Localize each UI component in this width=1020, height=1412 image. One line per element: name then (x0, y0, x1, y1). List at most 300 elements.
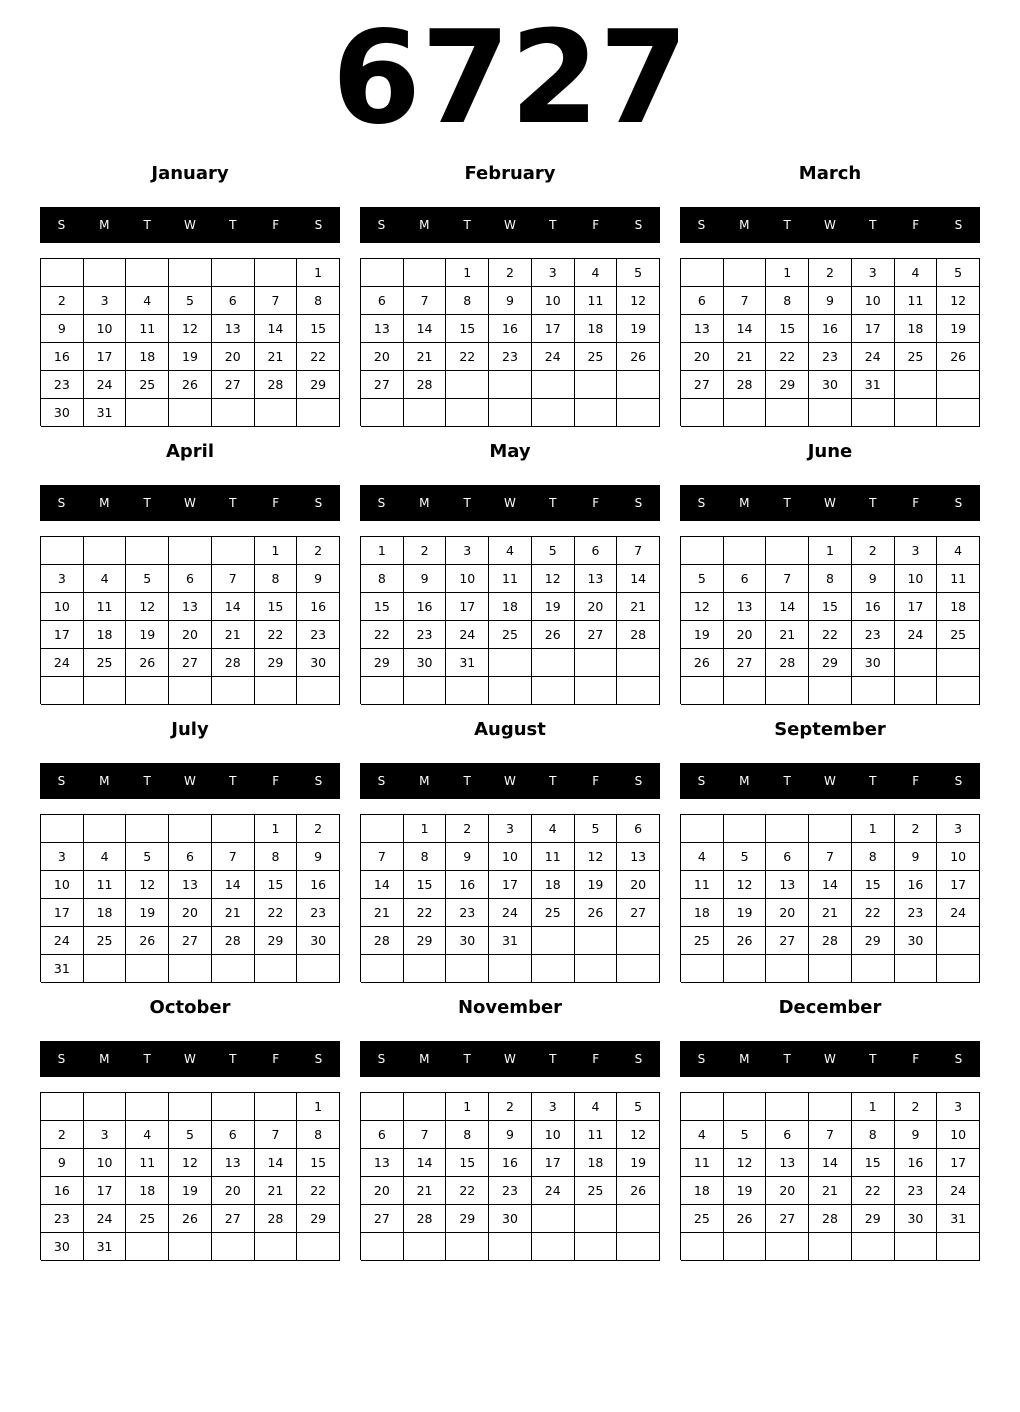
empty-cell (766, 1233, 809, 1261)
day-cell: 16 (297, 871, 340, 899)
day-grid (40, 814, 340, 982)
day-cell: 13 (169, 871, 212, 899)
weekday-label: T (869, 1052, 877, 1066)
day-cell: 16 (852, 593, 895, 621)
day-cell: 10 (41, 871, 84, 899)
day-cell: 4 (489, 537, 532, 565)
day-cell: 7 (404, 287, 447, 315)
day-cell: 28 (809, 927, 852, 955)
day-cell: 14 (766, 593, 809, 621)
day-cell: 9 (446, 843, 489, 871)
day-cell: 2 (852, 537, 895, 565)
day-cell: 7 (809, 1121, 852, 1149)
day-cell: 13 (724, 593, 767, 621)
day-cell: 10 (532, 287, 575, 315)
weekday-label: F (912, 218, 920, 232)
weekday-label: S (697, 774, 706, 788)
day-cell: 24 (852, 343, 895, 371)
day-cell: 5 (126, 843, 169, 871)
day-cell: 4 (126, 287, 169, 315)
empty-cell (575, 677, 618, 705)
day-cell: 2 (895, 815, 938, 843)
weekday-label: T (229, 1052, 237, 1066)
day-cell: 7 (809, 843, 852, 871)
month-name: July (171, 719, 209, 740)
empty-cell (489, 649, 532, 677)
day-cell: 2 (809, 259, 852, 287)
day-grid (40, 258, 340, 426)
day-cell: 22 (809, 621, 852, 649)
day-cell: 1 (255, 537, 298, 565)
month-september (680, 712, 980, 982)
weekday-label: S (954, 1052, 963, 1066)
day-cell: 25 (489, 621, 532, 649)
day-cell: 18 (126, 1177, 169, 1205)
empty-cell (361, 1093, 404, 1121)
day-cell: 15 (852, 1149, 895, 1177)
day-cell: 10 (532, 1121, 575, 1149)
day-cell: 16 (895, 871, 938, 899)
day-cell: 9 (489, 1121, 532, 1149)
day-cell: 1 (852, 815, 895, 843)
month-april (40, 434, 340, 704)
empty-cell (724, 399, 767, 427)
day-cell: 10 (937, 1121, 980, 1149)
empty-cell (575, 955, 618, 983)
day-cell: 16 (809, 315, 852, 343)
day-cell: 13 (212, 1149, 255, 1177)
empty-cell (852, 677, 895, 705)
day-cell: 9 (895, 1121, 938, 1149)
day-cell: 6 (724, 565, 767, 593)
day-cell: 22 (404, 899, 447, 927)
weekday-label: S (954, 218, 963, 232)
day-cell: 26 (937, 343, 980, 371)
day-cell: 4 (532, 815, 575, 843)
day-cell: 22 (852, 899, 895, 927)
day-cell: 4 (575, 1093, 618, 1121)
day-cell: 15 (361, 593, 404, 621)
day-cell: 31 (489, 927, 532, 955)
day-cell: 14 (404, 1149, 447, 1177)
day-cell: 3 (84, 1121, 127, 1149)
day-cell: 21 (361, 899, 404, 927)
weekday-label: T (463, 1052, 471, 1066)
empty-cell (766, 677, 809, 705)
empty-cell (617, 399, 660, 427)
day-cell: 28 (617, 621, 660, 649)
empty-cell (297, 1233, 340, 1261)
day-cell: 28 (724, 371, 767, 399)
day-cell: 6 (361, 287, 404, 315)
day-cell: 22 (297, 1177, 340, 1205)
day-cell: 31 (84, 399, 127, 427)
empty-cell (617, 677, 660, 705)
weekday-label: F (272, 774, 280, 788)
day-cell: 9 (895, 843, 938, 871)
weekday-label: T (549, 774, 557, 788)
weekday-label: S (954, 496, 963, 510)
day-cell: 12 (617, 1121, 660, 1149)
month-name: June (807, 441, 853, 462)
day-cell: 3 (937, 815, 980, 843)
day-cell: 8 (446, 1121, 489, 1149)
weekday-label: F (592, 774, 600, 788)
day-cell: 5 (724, 843, 767, 871)
month-october (40, 990, 340, 1260)
month-name: April (165, 441, 215, 462)
day-cell: 21 (724, 343, 767, 371)
empty-cell (532, 1205, 575, 1233)
day-cell: 25 (575, 343, 618, 371)
empty-cell (404, 259, 447, 287)
day-cell: 30 (297, 649, 340, 677)
weekday-label: T (549, 218, 557, 232)
month-name: November (457, 997, 563, 1018)
empty-cell (937, 371, 980, 399)
empty-cell (532, 371, 575, 399)
empty-cell (937, 927, 980, 955)
empty-cell (126, 1093, 169, 1121)
weekday-label: T (229, 774, 237, 788)
empty-cell (255, 1093, 298, 1121)
day-cell: 2 (489, 259, 532, 287)
day-cell: 12 (126, 871, 169, 899)
day-cell: 20 (617, 871, 660, 899)
day-cell: 27 (169, 927, 212, 955)
day-cell: 5 (126, 565, 169, 593)
day-cell: 4 (681, 843, 724, 871)
day-cell: 26 (681, 649, 724, 677)
day-cell: 10 (895, 565, 938, 593)
empty-cell (84, 955, 127, 983)
empty-cell (212, 537, 255, 565)
day-cell: 23 (895, 899, 938, 927)
day-cell: 21 (809, 899, 852, 927)
empty-cell (617, 1205, 660, 1233)
day-cell: 12 (681, 593, 724, 621)
month-january (40, 156, 340, 426)
day-cell: 12 (126, 593, 169, 621)
day-cell: 27 (361, 1205, 404, 1233)
day-cell: 4 (575, 259, 618, 287)
day-grid (360, 1092, 660, 1260)
day-cell: 1 (809, 537, 852, 565)
day-cell: 11 (84, 871, 127, 899)
day-cell: 20 (212, 1177, 255, 1205)
day-cell: 16 (489, 315, 532, 343)
day-cell: 7 (212, 565, 255, 593)
day-cell: 26 (169, 371, 212, 399)
empty-cell (446, 399, 489, 427)
empty-cell (809, 1093, 852, 1121)
day-cell: 3 (41, 565, 84, 593)
empty-cell (489, 371, 532, 399)
day-cell: 9 (489, 287, 532, 315)
day-grid (680, 814, 980, 982)
weekday-label: M (739, 496, 750, 510)
day-cell: 14 (255, 315, 298, 343)
day-cell: 5 (617, 259, 660, 287)
weekday-header (360, 1041, 660, 1077)
weekday-label: W (824, 1052, 836, 1066)
weekday-label: T (869, 218, 877, 232)
empty-cell (681, 1233, 724, 1261)
empty-cell (852, 955, 895, 983)
day-cell: 18 (84, 899, 127, 927)
day-cell: 30 (895, 927, 938, 955)
day-cell: 19 (617, 1149, 660, 1177)
empty-cell (809, 399, 852, 427)
weekday-label: T (783, 1052, 791, 1066)
day-cell: 23 (297, 621, 340, 649)
day-cell: 24 (41, 649, 84, 677)
empty-cell (617, 1233, 660, 1261)
month-name: March (798, 163, 862, 184)
weekday-label: W (504, 1052, 516, 1066)
day-cell: 23 (895, 1177, 938, 1205)
day-cell: 23 (852, 621, 895, 649)
month-name: December (778, 997, 882, 1018)
day-cell: 15 (446, 315, 489, 343)
empty-cell (532, 649, 575, 677)
day-cell: 5 (575, 815, 618, 843)
day-cell: 17 (852, 315, 895, 343)
day-cell: 8 (297, 287, 340, 315)
weekday-header (680, 207, 980, 243)
month-may (360, 434, 660, 704)
day-cell: 25 (532, 899, 575, 927)
day-cell: 6 (575, 537, 618, 565)
empty-cell (361, 677, 404, 705)
day-cell: 20 (212, 343, 255, 371)
month-december (680, 990, 980, 1260)
weekday-header (680, 1041, 980, 1077)
day-cell: 31 (84, 1233, 127, 1261)
empty-cell (255, 259, 298, 287)
day-cell: 13 (361, 1149, 404, 1177)
weekday-label: T (229, 218, 237, 232)
empty-cell (617, 927, 660, 955)
day-cell: 11 (937, 565, 980, 593)
empty-cell (575, 399, 618, 427)
empty-cell (361, 259, 404, 287)
day-cell: 7 (404, 1121, 447, 1149)
day-cell: 5 (724, 1121, 767, 1149)
weekday-label: T (783, 774, 791, 788)
day-cell: 19 (169, 1177, 212, 1205)
day-cell: 31 (41, 955, 84, 983)
day-cell: 6 (169, 565, 212, 593)
day-cell: 18 (489, 593, 532, 621)
day-cell: 18 (575, 1149, 618, 1177)
day-cell: 3 (489, 815, 532, 843)
weekday-label: T (463, 774, 471, 788)
day-cell: 28 (255, 1205, 298, 1233)
weekday-label: F (912, 1052, 920, 1066)
day-grid (680, 536, 980, 704)
empty-cell (724, 955, 767, 983)
day-cell: 11 (84, 593, 127, 621)
day-cell: 13 (766, 1149, 809, 1177)
weekday-label: S (634, 218, 643, 232)
day-cell: 29 (766, 371, 809, 399)
day-cell: 9 (297, 843, 340, 871)
weekday-label: S (634, 774, 643, 788)
weekday-label: W (824, 496, 836, 510)
weekday-label: S (697, 218, 706, 232)
empty-cell (446, 1233, 489, 1261)
month-july (40, 712, 340, 982)
day-cell: 12 (724, 871, 767, 899)
day-cell: 8 (446, 287, 489, 315)
day-cell: 17 (937, 1149, 980, 1177)
day-cell: 6 (212, 287, 255, 315)
day-cell: 17 (489, 871, 532, 899)
day-cell: 29 (255, 649, 298, 677)
day-cell: 24 (41, 927, 84, 955)
day-cell: 24 (532, 343, 575, 371)
weekday-label: T (143, 496, 151, 510)
day-cell: 17 (895, 593, 938, 621)
weekday-label: T (783, 218, 791, 232)
day-cell: 17 (532, 1149, 575, 1177)
weekday-label: T (463, 218, 471, 232)
empty-cell (212, 677, 255, 705)
empty-cell (361, 1233, 404, 1261)
day-cell: 30 (895, 1205, 938, 1233)
weekday-header (40, 485, 340, 521)
weekday-label: T (869, 496, 877, 510)
empty-cell (169, 1233, 212, 1261)
day-cell: 21 (212, 899, 255, 927)
day-cell: 11 (575, 1121, 618, 1149)
day-cell: 25 (681, 1205, 724, 1233)
day-cell: 15 (255, 593, 298, 621)
empty-cell (41, 259, 84, 287)
weekday-label: M (419, 496, 430, 510)
year-title: 6727 (331, 4, 689, 153)
empty-cell (575, 1233, 618, 1261)
day-cell: 14 (361, 871, 404, 899)
day-cell: 10 (84, 315, 127, 343)
day-cell: 13 (617, 843, 660, 871)
day-cell: 30 (297, 927, 340, 955)
day-cell: 12 (937, 287, 980, 315)
day-cell: 24 (446, 621, 489, 649)
empty-cell (404, 1233, 447, 1261)
day-cell: 31 (446, 649, 489, 677)
empty-cell (212, 1093, 255, 1121)
weekday-label: F (912, 774, 920, 788)
day-cell: 22 (361, 621, 404, 649)
empty-cell (489, 955, 532, 983)
day-cell: 3 (532, 1093, 575, 1121)
weekday-label: S (314, 218, 323, 232)
day-cell: 11 (489, 565, 532, 593)
empty-cell (169, 677, 212, 705)
day-cell: 27 (766, 927, 809, 955)
weekday-label: W (184, 774, 196, 788)
month-name: August (474, 719, 546, 740)
day-cell: 25 (575, 1177, 618, 1205)
day-cell: 24 (489, 899, 532, 927)
day-cell: 14 (212, 593, 255, 621)
day-grid (40, 536, 340, 704)
day-grid (680, 258, 980, 426)
day-cell: 28 (766, 649, 809, 677)
day-cell: 23 (41, 371, 84, 399)
weekday-label: M (99, 1052, 110, 1066)
day-cell: 10 (41, 593, 84, 621)
empty-cell (681, 259, 724, 287)
day-cell: 9 (852, 565, 895, 593)
month-name: September (774, 719, 886, 740)
empty-cell (575, 927, 618, 955)
weekday-label: F (912, 496, 920, 510)
day-cell: 3 (532, 259, 575, 287)
day-cell: 28 (255, 371, 298, 399)
day-cell: 20 (681, 343, 724, 371)
day-cell: 19 (126, 899, 169, 927)
empty-cell (255, 955, 298, 983)
weekday-label: S (314, 774, 323, 788)
empty-cell (212, 399, 255, 427)
month-june (680, 434, 980, 704)
day-cell: 1 (297, 1093, 340, 1121)
day-cell: 30 (404, 649, 447, 677)
day-cell: 9 (404, 565, 447, 593)
day-cell: 11 (681, 1149, 724, 1177)
empty-cell (724, 1093, 767, 1121)
empty-cell (84, 259, 127, 287)
day-cell: 2 (404, 537, 447, 565)
empty-cell (681, 955, 724, 983)
day-cell: 15 (404, 871, 447, 899)
empty-cell (212, 815, 255, 843)
empty-cell (937, 649, 980, 677)
day-cell: 18 (681, 1177, 724, 1205)
day-cell: 21 (617, 593, 660, 621)
day-cell: 19 (617, 315, 660, 343)
empty-cell (937, 677, 980, 705)
day-cell: 6 (169, 843, 212, 871)
day-cell: 14 (809, 871, 852, 899)
weekday-label: W (504, 774, 516, 788)
day-cell: 1 (766, 259, 809, 287)
day-cell: 3 (937, 1093, 980, 1121)
day-cell: 13 (766, 871, 809, 899)
empty-cell (126, 399, 169, 427)
empty-cell (724, 677, 767, 705)
weekday-label: T (463, 496, 471, 510)
empty-cell (724, 815, 767, 843)
day-cell: 26 (617, 1177, 660, 1205)
day-cell: 30 (489, 1205, 532, 1233)
day-cell: 18 (532, 871, 575, 899)
day-cell: 25 (126, 1205, 169, 1233)
empty-cell (361, 399, 404, 427)
day-cell: 17 (84, 1177, 127, 1205)
day-cell: 30 (41, 399, 84, 427)
day-cell: 31 (937, 1205, 980, 1233)
day-cell: 5 (681, 565, 724, 593)
day-grid (40, 1092, 340, 1260)
month-february (360, 156, 660, 426)
empty-cell (169, 955, 212, 983)
weekday-label: M (419, 1052, 430, 1066)
day-cell: 15 (446, 1149, 489, 1177)
